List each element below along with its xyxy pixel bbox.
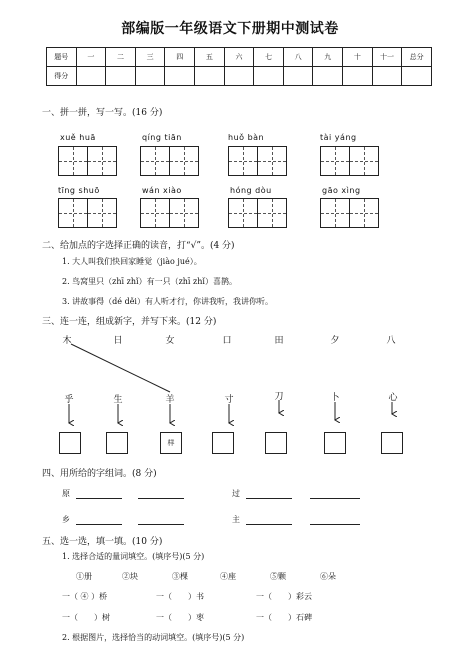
pinyin-label: wán xiào — [142, 186, 182, 195]
section-1-heading: 一、拼一拼，写一写。(16 分) — [42, 108, 163, 118]
answer-box[interactable]: 样 — [160, 432, 182, 454]
component-char[interactable]: 卜 — [330, 393, 340, 403]
question-item: 3. 讲故事得（dé děi）有人听才行，你讲我听，我讲你听。 — [62, 297, 273, 306]
page-title: 部编版一年级语文下册期中测试卷 — [121, 21, 339, 37]
question-item: 1. 大人叫我们快回家睡觉（jiào jué）。 — [62, 257, 202, 266]
connect-line — [71, 344, 170, 392]
word-char: 过 — [232, 489, 240, 498]
answer-box[interactable] — [212, 432, 234, 454]
answer-box[interactable] — [265, 432, 287, 454]
component-char[interactable]: 寸 — [224, 395, 234, 405]
section-5-heading: 五、选一选，填一填。(10 分) — [42, 537, 163, 547]
fill-blank-item[interactable]: 一（ ）书 — [156, 592, 204, 601]
component-char[interactable]: 羊 — [165, 395, 175, 405]
radical-char[interactable]: 八 — [386, 336, 396, 346]
component-char[interactable]: 刀 — [274, 392, 284, 402]
option-item: ③棵 — [172, 572, 188, 581]
blank-line[interactable] — [76, 524, 122, 525]
blank-line[interactable] — [310, 524, 360, 525]
fill-blank-item[interactable]: 一（ ④ ）桥 — [62, 592, 108, 601]
score-header-cell: 九 — [313, 48, 343, 67]
radical-char[interactable]: 口 — [222, 336, 232, 346]
score-header-cell: 二 — [106, 48, 136, 67]
fill-blank-item[interactable]: 一（ ）树 — [62, 613, 110, 622]
answer-box[interactable] — [324, 432, 346, 454]
radical-char[interactable]: 夕 — [330, 336, 340, 346]
component-char[interactable]: 生 — [113, 395, 123, 405]
radical-char[interactable]: 女 — [165, 336, 175, 346]
score-header-cell: 十一 — [372, 48, 402, 67]
option-item: ②块 — [122, 572, 138, 581]
pinyin-label: qíng tiān — [142, 133, 182, 142]
blank-line[interactable] — [76, 498, 122, 499]
question-item: 1. 选择合适的量词填空。(填序号)(5 分) — [62, 552, 205, 561]
score-header-cell: 题号 — [47, 48, 77, 67]
score-header-cell: 四 — [165, 48, 195, 67]
option-item: ⑤颗 — [270, 572, 286, 581]
pinyin-label: tīng shuō — [58, 186, 100, 195]
word-char: 原 — [62, 489, 70, 498]
pinyin-label: xuě huā — [60, 133, 96, 142]
score-header-cell: 总分 — [402, 48, 432, 67]
component-char[interactable]: 乎 — [64, 395, 74, 405]
radical-char[interactable]: 木 — [62, 336, 72, 346]
section-4-heading: 四、用所给的字组词。(8 分) — [42, 469, 157, 479]
blank-line[interactable] — [246, 498, 292, 499]
radical-char[interactable]: 田 — [274, 336, 284, 346]
score-header-cell: 七 — [254, 48, 284, 67]
fill-blank-item[interactable]: 一（ ）彩云 — [256, 592, 312, 601]
score-header-cell: 三 — [135, 48, 165, 67]
score-header-cell: 八 — [283, 48, 313, 67]
word-char: 乡 — [62, 515, 70, 524]
option-item: ④座 — [220, 572, 236, 581]
option-item: ⑥朵 — [320, 572, 336, 581]
pinyin-label: tài yáng — [320, 133, 357, 142]
answer-box[interactable] — [59, 432, 81, 454]
blank-line[interactable] — [138, 498, 184, 499]
component-char[interactable]: 心 — [388, 393, 398, 403]
score-header-cell: 六 — [224, 48, 254, 67]
question-item: 2. 鸟窝里只（zhī zhǐ）有一只（zhī zhǐ）喜鹊。 — [62, 277, 237, 286]
pinyin-label: hóng dòu — [230, 186, 272, 195]
score-header-cell: 十 — [343, 48, 373, 67]
fill-blank-item[interactable]: 一（ ）枣 — [156, 613, 204, 622]
answer-box[interactable] — [381, 432, 403, 454]
score-row-label: 得分 — [47, 67, 77, 86]
question-item: 2. 根据图片，选择恰当的动词填空。(填序号)(5 分) — [62, 633, 245, 642]
section-2-heading: 二、给加点的字选择正确的读音，打“√”。(4 分) — [42, 241, 235, 251]
blank-line[interactable] — [310, 498, 360, 499]
answer-box[interactable] — [106, 432, 128, 454]
option-item: ①册 — [76, 572, 92, 581]
fill-blank-item[interactable]: 一（ ）石碑 — [256, 613, 312, 622]
score-header-cell: 一 — [76, 48, 106, 67]
pinyin-label: huǒ bàn — [228, 133, 265, 142]
word-char: 主 — [232, 515, 240, 524]
radical-char[interactable]: 日 — [113, 336, 123, 346]
pinyin-label: gāo xìng — [322, 186, 361, 195]
section-3-heading: 三、连一连，组成新字，并写下来。(12 分) — [42, 317, 217, 327]
score-header-cell: 五 — [195, 48, 225, 67]
blank-line[interactable] — [246, 524, 292, 525]
blank-line[interactable] — [138, 524, 184, 525]
